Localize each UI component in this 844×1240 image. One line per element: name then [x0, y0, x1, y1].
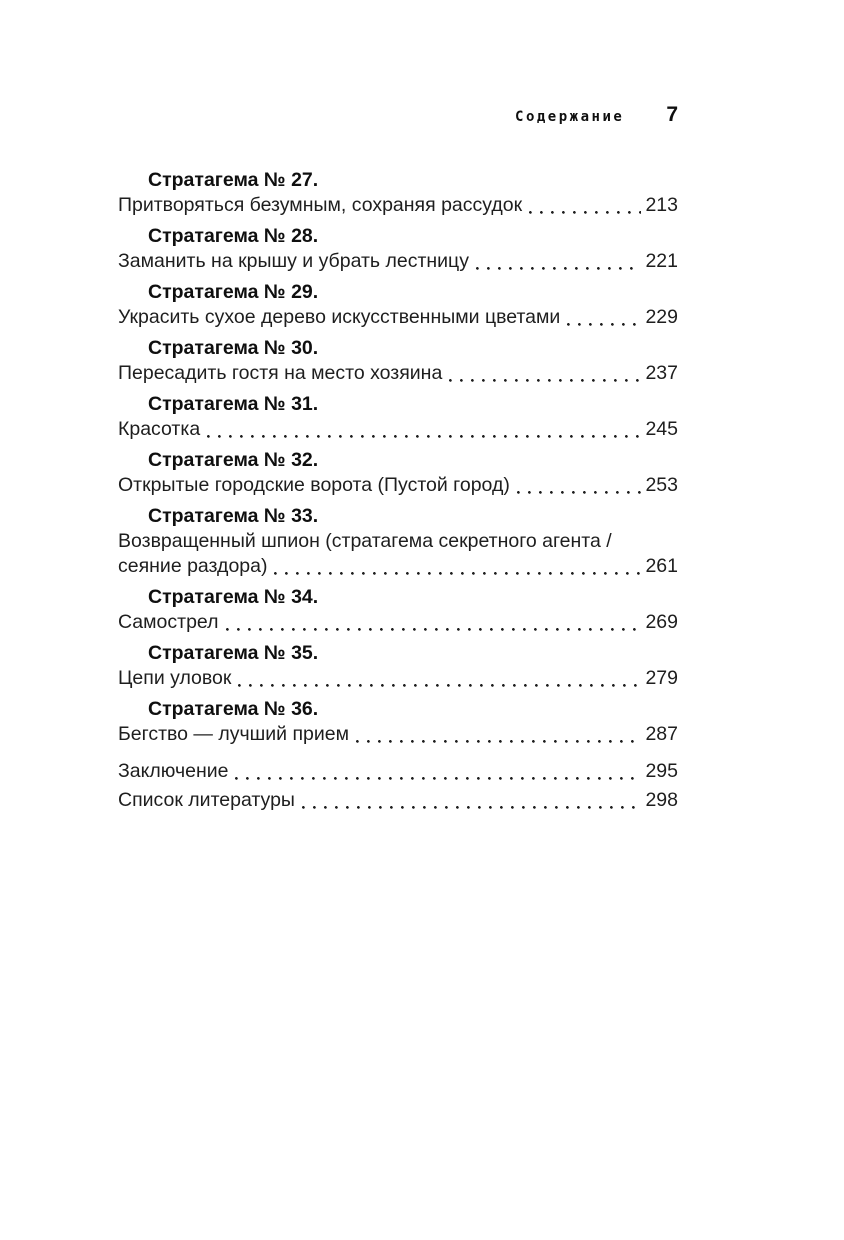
toc-entry-line [118, 610, 678, 635]
dot-leader [476, 267, 641, 270]
dot-leader [207, 435, 641, 438]
toc-entry [118, 697, 678, 747]
toc-entry [118, 336, 678, 386]
dot-leader [238, 684, 641, 687]
toc-entry-title: Список литературы [118, 789, 295, 811]
toc-entry-heading: Стратагема № 28. [148, 225, 319, 247]
dot-leader [567, 323, 641, 326]
toc-entry-title: Бегство — лучший прием [118, 723, 350, 745]
toc-entry-page: 279 [645, 667, 678, 689]
toc-list [118, 168, 678, 747]
toc-entry-heading: Стратагема № 34. [148, 586, 319, 608]
toc-entry-title: сеяние раздора) [118, 555, 268, 577]
toc-entry-title: Открытые городские ворота (Пустой город) [118, 474, 510, 496]
toc-entry-heading: Стратагема № 29. [148, 281, 319, 303]
toc-entry-line [118, 554, 678, 579]
toc-entry-heading: Стратагема № 31. [148, 393, 319, 415]
toc-entry-heading: Стратагема № 36. [148, 698, 319, 720]
toc-entry-heading: Стратагема № 35. [148, 642, 319, 664]
toc-entry-line [118, 473, 678, 498]
dot-leader [449, 379, 641, 382]
toc-entry [118, 641, 678, 691]
dot-leader [274, 572, 641, 575]
toc-entry-title: Пересадить гостя на место хозяина [118, 362, 443, 384]
toc-entry-line [118, 417, 678, 442]
dot-leader [356, 740, 641, 743]
toc-entry [118, 504, 678, 579]
toc-entry-page: 213 [645, 194, 678, 216]
toc-entry-title: Притворяться безумным, сохраняя рассудок [118, 194, 523, 216]
toc-entry [118, 448, 678, 498]
toc-entry [118, 585, 678, 635]
dot-leader [302, 806, 642, 809]
toc-entry [118, 224, 678, 274]
toc-entry-page: 269 [645, 611, 678, 633]
toc-entry-line [118, 722, 678, 747]
toc-entry-heading: Стратагема № 32. [148, 449, 319, 471]
toc-entry-page: 261 [645, 555, 678, 577]
toc-footer [118, 759, 678, 813]
toc-entry-heading: Стратагема № 30. [148, 337, 319, 359]
toc-entry-line [118, 249, 678, 274]
toc-entry-title: Красотка [118, 418, 201, 440]
toc-entry-title: Заключение [118, 760, 229, 782]
toc-entry-title: Украсить сухое дерево искусственными цветами [118, 306, 561, 328]
toc-entry-page: 221 [645, 250, 678, 272]
toc-entry [118, 392, 678, 442]
toc-entry-title: Цепи уловок [118, 667, 232, 689]
toc-entry-page: 287 [645, 723, 678, 745]
toc-entry-page: 295 [645, 760, 678, 782]
toc-entry-title: Заманить на крышу и убрать лестницу [118, 250, 469, 272]
toc-entry-page: 229 [645, 306, 678, 328]
toc-page [118, 103, 678, 817]
toc-entry [118, 168, 678, 218]
toc-entry-line [118, 193, 678, 218]
toc-entry-line [118, 666, 678, 691]
toc-entry-title: Самострел [118, 611, 219, 633]
toc-footer-entry-line [118, 788, 678, 813]
toc-entry-line [118, 305, 678, 330]
toc-entry-page: 253 [645, 474, 678, 496]
dot-leader [517, 491, 642, 494]
dot-leader [235, 777, 641, 780]
toc-entry-page: 298 [645, 789, 678, 811]
toc-header-title: Содержание [515, 109, 625, 125]
toc-header-page-number: 7 [666, 103, 678, 126]
dot-leader [226, 628, 642, 631]
toc-entry-line [118, 361, 678, 386]
toc-entry-title-wrap-line: Возвращенный шпион (стратагема секретного агента / [118, 530, 612, 552]
toc-header [118, 103, 678, 127]
toc-footer-entry-line [118, 759, 678, 784]
toc-entry-heading: Стратагема № 33. [148, 505, 319, 527]
toc-entry [118, 280, 678, 330]
toc-entry-page: 245 [645, 418, 678, 440]
dot-leader [529, 211, 641, 214]
toc-entry-page: 237 [645, 362, 678, 384]
toc-entry-heading: Стратагема № 27. [148, 169, 319, 191]
